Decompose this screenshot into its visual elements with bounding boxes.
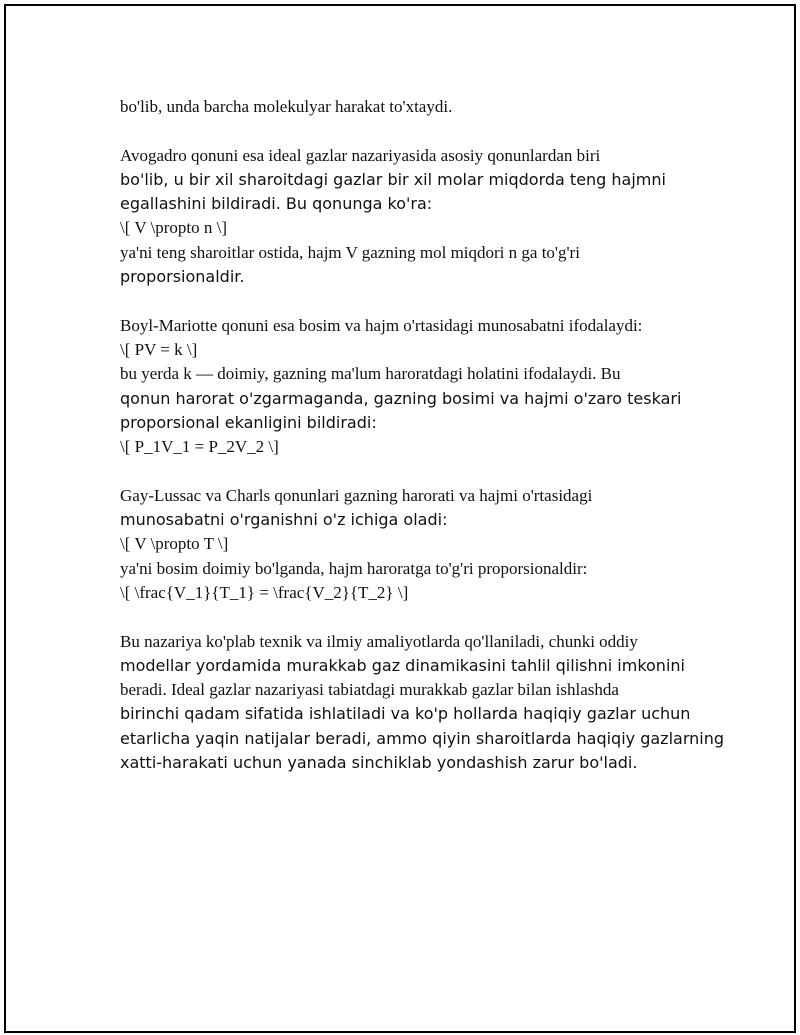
paragraph xyxy=(120,630,724,776)
paragraph-spacer xyxy=(120,605,720,629)
text-line: qonun harorat o'zgarmaganda, gazning bosimi va hajmi o'zaro teskari xyxy=(120,388,682,408)
text-line: munosabatni o'rganishni o'z ichiga oladi: xyxy=(120,510,448,530)
paragraph-spacer xyxy=(120,289,720,313)
paragraph xyxy=(120,484,720,605)
document-body xyxy=(120,95,724,775)
text-line: xatti-harakati uchun yanada sinchiklab yondashish zarur bo'ladi. xyxy=(120,753,638,773)
text-line: proporsional ekanligini bildiradi: xyxy=(120,412,377,432)
paragraph-spacer xyxy=(120,119,720,143)
text-line: bo'lib, unda barcha molekulyar harakat to'xtaydi. xyxy=(120,97,453,116)
text-line: bu yerda k — doimiy, gazning ma'lum haroratdagi holatini ifodalaydi. Bu xyxy=(120,364,621,384)
text-line: \[ P_1V_1 = P_2V_2 \] xyxy=(120,437,279,457)
paragraph-spacer xyxy=(120,459,720,483)
text-line: bo'lib, u bir xil sharoitdagi gazlar bir xil molar miqdorda teng hajmni xyxy=(120,169,666,189)
text-line: ya'ni bosim doimiy bo'lganda, hajm haroratga to'g'ri proporsionaldir: xyxy=(120,558,588,578)
text-line: Gay-Lussac va Charls qonunlari gazning harorati va hajmi o'rtasidagi xyxy=(120,485,593,505)
text-line: Boyl-Mariotte qonuni esa bosim va hajm o'rtasidagi munosabatni ifodalaydi: xyxy=(120,315,643,335)
text-line: proporsionaldir. xyxy=(120,267,245,287)
text-line: \[ \frac{V_1}{T_1} = \frac{V_2}{T_2} \] xyxy=(120,582,409,602)
text-line: Bu nazariya ko'plab texnik va ilmiy amaliyotlarda qo'llaniladi, chunki oddiy xyxy=(120,631,638,651)
text-line: beradi. Ideal gazlar nazariyasi tabiatdagi murakkab gazlar bilan ishlashda xyxy=(120,680,619,700)
paragraph xyxy=(120,144,720,290)
text-line: \[ PV = k \] xyxy=(120,339,198,359)
text-line: modellar yordamida murakkab gaz dinamikasini tahlil qilishni imkonini xyxy=(120,655,685,675)
text-line: \[ V \propto n \] xyxy=(120,218,228,238)
text-line: Avogadro qonuni esa ideal gazlar nazariyasida asosiy qonunlardan biri xyxy=(120,145,601,165)
paragraph xyxy=(120,95,720,119)
text-line: birinchi qadam sifatida ishlatiladi va ko'p hollarda haqiqiy gazlar uchun xyxy=(120,704,691,724)
text-line: egallashini bildiradi. Bu qonunga ko'ra: xyxy=(120,194,433,214)
paragraph xyxy=(120,314,720,460)
document-page xyxy=(4,4,796,1033)
text-line: etarlicha yaqin natijalar beradi, ammo qiyin sharoitlarda haqiqiy gazlarning xyxy=(120,728,724,748)
text-line: ya'ni teng sharoitlar ostida, hajm V gazning mol miqdori n ga to'g'ri xyxy=(120,242,580,262)
text-line: \[ V \propto T \] xyxy=(120,534,229,554)
